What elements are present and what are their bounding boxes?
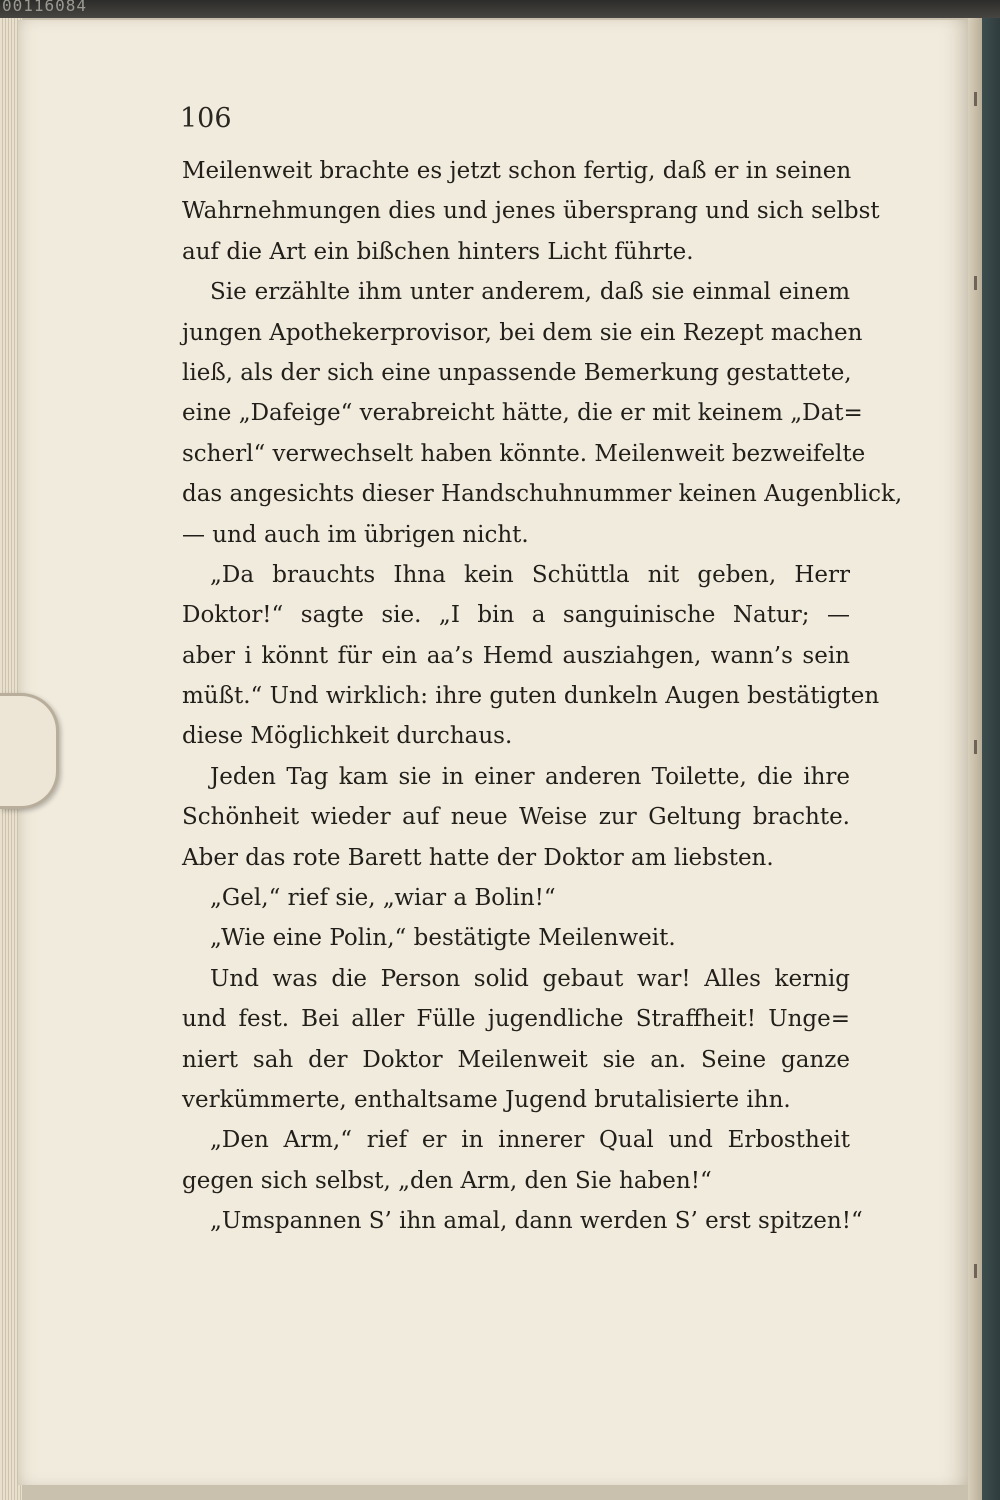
text-line: gegen sich selbst, „den Arm, den Sie haben!“ <box>182 1167 712 1194</box>
text-line: „Wie eine Polin,“ bestätigte Meilenweit. <box>210 925 676 952</box>
text-line: verkümmerte, enthaltsame Jugend brutalisierte ihn. <box>182 1086 791 1113</box>
text-line: diese Möglichkeit durchaus. <box>182 723 513 750</box>
text-line: scherl“ verwechselt haben könnte. Meilenweit bezweifelte <box>182 440 866 467</box>
text-line: Wahrnehmungen dies und jenes übersprang und sich selbst <box>182 198 880 225</box>
text-line: Meilenweit brachte es jetzt schon fertig, daß er in seinen <box>182 158 852 184</box>
text-line: Schönheit wieder auf neue Weise zur Geltung brachte. <box>182 804 850 831</box>
text-line: jungen Apothekerprovisor, bei dem sie ein Rezept machen <box>182 319 863 346</box>
scan-header-strip <box>0 0 1000 20</box>
text-line: ließ, als der sich eine unpassende Bemerkung gestattete, <box>182 359 852 386</box>
text-line: Aber das rote Barett hatte der Doktor am liebsten. <box>182 844 774 871</box>
page-number: 106 <box>180 103 232 134</box>
text-line: eine „Dafeige“ verabreicht hätte, die er mit keinem „Dat= <box>182 400 863 427</box>
spine-mark <box>974 92 977 106</box>
text-line: — und auch im übrigen nicht. <box>182 521 529 548</box>
text-line: niert sah der Doktor Meilenweit sie an. Seine ganze <box>182 1046 850 1073</box>
spine-mark <box>974 740 977 754</box>
text-line: „Den Arm,“ rief er in innerer Qual und Erbostheit <box>210 1127 850 1154</box>
text-line: „Gel,“ rief sie, „wiar a Bolin!“ <box>210 885 556 912</box>
spine-mark <box>974 276 977 290</box>
text-line: Jeden Tag kam sie in einer anderen Toilette, die ihre <box>210 763 850 790</box>
text-line: auf die Art ein bißchen hinters Licht führte. <box>182 238 694 265</box>
text-line: das angesichts dieser Handschuhnummer keinen Augenblick, <box>182 481 903 508</box>
text-line: und fest. Bei aller Fülle jugendliche Straffheit! Unge= <box>182 1006 850 1033</box>
text-line: aber i könnt für ein aa’s Hemd ausziahgen, wann’s sein <box>182 642 850 669</box>
body-text <box>182 151 903 1242</box>
spine-mark <box>974 1264 977 1278</box>
text-line: „Da brauchts Ihna kein Schüttla nit geben, Herr <box>210 561 850 588</box>
book-binding <box>982 18 1000 1500</box>
text-line: müßt.“ Und wirklich: ihre guten dunkeln Augen bestätigten <box>182 683 880 710</box>
page-tab-marker <box>0 693 59 809</box>
scan-id-label: 00116084 <box>2 0 88 15</box>
text-line: Und was die Person solid gebaut war! Alles kernig <box>210 965 850 992</box>
text-line: „Umspannen S’ ihn amal, dann werden S’ erst spitzen!“ <box>210 1208 863 1235</box>
text-line: Sie erzählte ihm unter anderem, daß sie einmal einem <box>210 279 850 306</box>
text-line: Doktor!“ sagte sie. „I bin a sanguinische Natur; — <box>182 602 850 629</box>
